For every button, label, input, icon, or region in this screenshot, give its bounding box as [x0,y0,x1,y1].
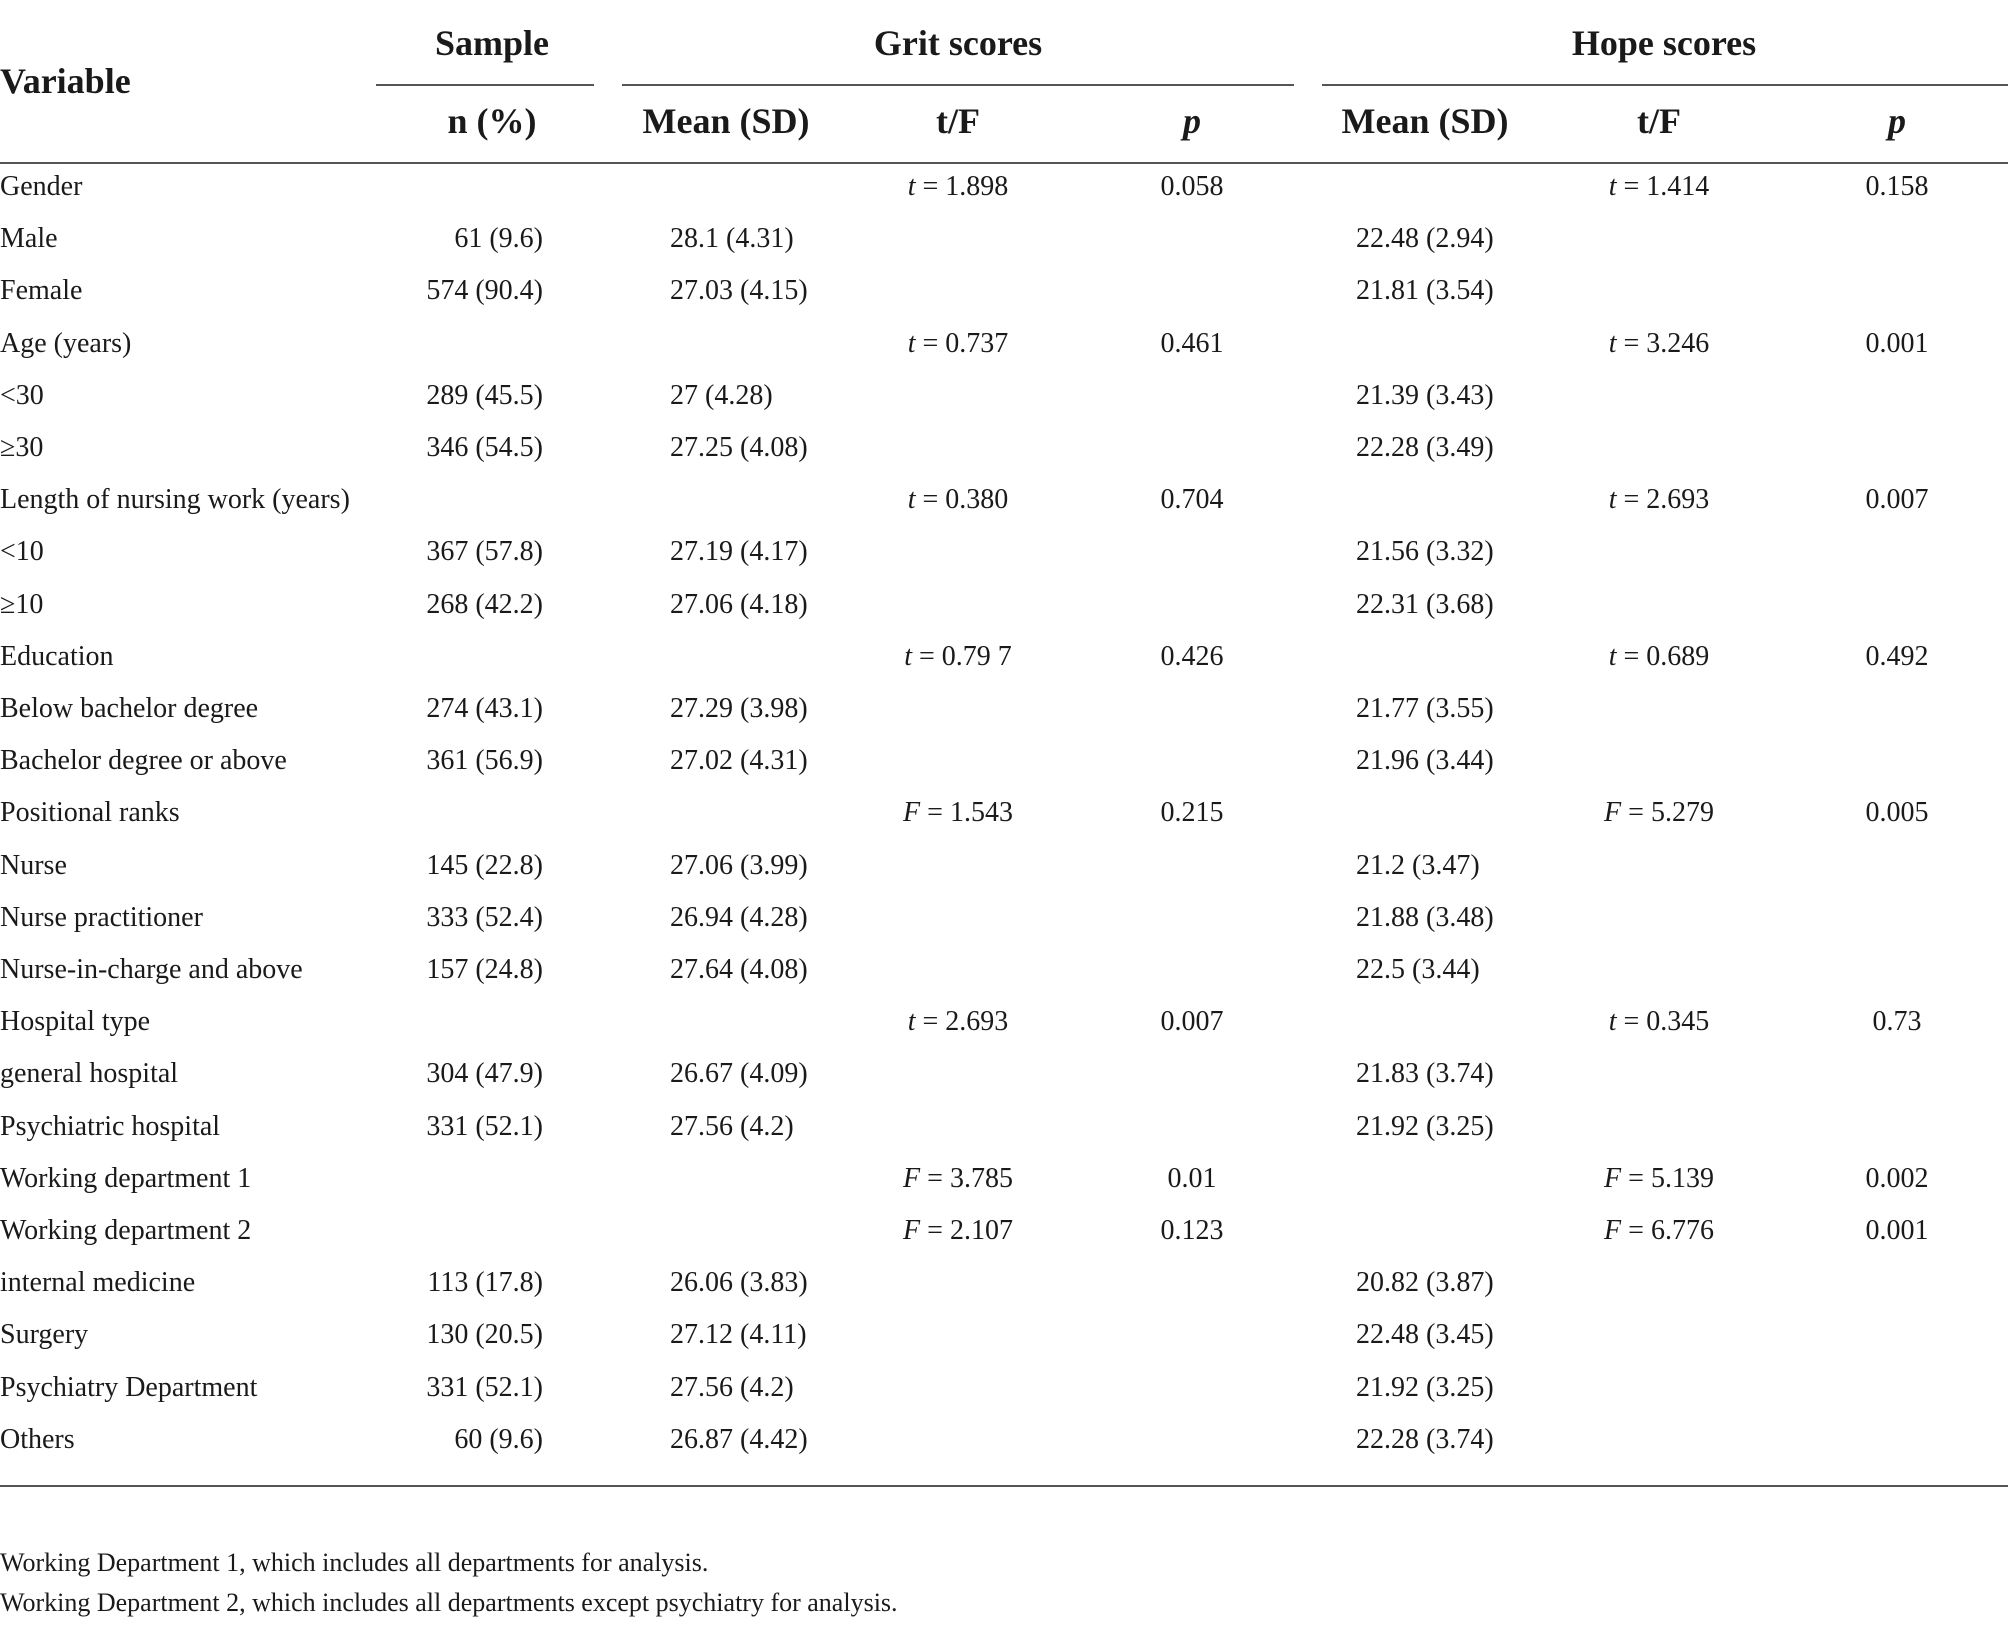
cell-sample-n: 145 (22.8) [426,850,543,881]
cell-hope-p: 0.158 [1865,171,1929,202]
cell-grit-p: 0.007 [1160,1006,1224,1037]
stat-symbol: t [1608,171,1617,202]
cell-variable: Nurse-in-charge and above [0,954,303,985]
stat-value: = 1.543 [920,797,1013,828]
stat-symbol: t [904,641,912,672]
cell-grit-mean: 27.06 (3.99) [670,850,808,881]
cell-grit-p: 0.704 [1160,484,1224,515]
cell-hope-p: 0.492 [1865,641,1929,672]
grit-group-rule [622,84,1294,86]
cell-grit-mean: 27.64 (4.08) [670,954,808,985]
cell-hope-mean: 22.48 (2.94) [1356,223,1494,254]
header-n-percent: n (%) [447,101,537,141]
cell-variable: Education [0,641,114,672]
stat-value: = 0.737 [915,328,1009,359]
cell-variable: Length of nursing work (years) [0,484,350,515]
cell-hope-mean: 21.39 (3.43) [1356,380,1494,411]
cell-grit-tf [908,327,1009,361]
stat-symbol: F [903,1163,921,1194]
cell-sample-n: 268 (42.2) [426,589,543,620]
stat-symbol: t [907,171,916,202]
stat-value: = 0.79 7 [911,641,1012,672]
stat-value: = 3.785 [920,1163,1013,1194]
cell-grit-mean: 26.06 (3.83) [670,1267,808,1298]
cell-hope-tf [1604,1162,1714,1196]
stat-symbol: t [1608,641,1617,672]
cell-grit-mean: 27.02 (4.31) [670,745,808,776]
header-grit-scores: Grit scores [873,23,1043,63]
cell-sample-n: 130 (20.5) [426,1319,543,1350]
cell-grit-p: 0.058 [1160,171,1224,202]
stat-value: = 2.693 [915,1006,1009,1037]
cell-sample-n: 304 (47.9) [426,1058,543,1089]
cell-hope-mean: 21.56 (3.32) [1356,536,1494,567]
stat-value: = 0.345 [1616,1006,1710,1037]
stat-value: = 0.380 [915,484,1009,515]
cell-sample-n: 331 (52.1) [426,1111,543,1142]
cell-variable: Male [0,223,58,254]
cell-variable: Nurse [0,850,67,881]
stat-symbol: F [1604,1163,1622,1194]
stat-symbol: F [903,797,921,828]
cell-grit-tf [903,1214,1013,1248]
cell-variable: Psychiatric hospital [0,1111,221,1142]
cell-hope-mean: 22.5 (3.44) [1356,954,1480,985]
cell-hope-p: 0.73 [1872,1006,1922,1037]
cell-grit-mean: 26.67 (4.09) [670,1058,808,1089]
stat-value: = 2.107 [920,1215,1013,1246]
cell-sample-n: 367 (57.8) [426,536,543,567]
stat-value: = 6.776 [1621,1215,1714,1246]
cell-variable: Age (years) [0,328,132,359]
cell-hope-p: 0.002 [1865,1163,1929,1194]
cell-hope-tf [1604,1214,1714,1248]
cell-grit-mean: 27.03 (4.15) [670,275,808,306]
header-grit-tf: t/F [936,101,980,141]
cell-grit-mean: 27.56 (4.2) [670,1372,794,1403]
cell-variable: Bachelor degree or above [0,745,287,776]
cell-hope-mean: 21.92 (3.25) [1356,1111,1494,1142]
header-sample: Sample [434,23,550,63]
cell-grit-mean: 27.25 (4.08) [670,432,808,463]
cell-sample-n: 113 (17.8) [427,1267,543,1298]
header-hope-p: p [1888,101,1906,141]
cell-grit-p: 0.123 [1160,1215,1224,1246]
cell-hope-mean: 22.28 (3.49) [1356,432,1494,463]
cell-variable: Nurse practitioner [0,902,203,933]
stat-symbol: F [1604,797,1622,828]
cell-sample-n: 61 (9.6) [454,223,543,254]
cell-variable: Female [0,275,83,306]
header-hope-tf: t/F [1637,101,1681,141]
cell-grit-p: 0.461 [1160,328,1224,359]
cell-hope-p: 0.001 [1865,328,1929,359]
cell-variable: Others [0,1424,75,1455]
stat-value: = 1.898 [915,171,1009,202]
cell-variable: Gender [0,171,83,202]
cell-sample-n: 60 (9.6) [454,1424,543,1455]
cell-grit-mean: 27.06 (4.18) [670,589,808,620]
cell-grit-tf [908,170,1009,204]
cell-grit-mean: 26.94 (4.28) [670,902,808,933]
cell-hope-tf [1609,640,1710,674]
stat-symbol: t [907,1006,916,1037]
header-grit-p: p [1183,101,1201,141]
cell-variable: Below bachelor degree [0,693,259,724]
cell-hope-mean: 22.48 (3.45) [1356,1319,1494,1350]
cell-variable: Positional ranks [0,797,180,828]
cell-grit-tf [903,1162,1013,1196]
footnote-2: Working Department 2, which includes all departments except psychiatry for analysis. [0,1588,898,1617]
cell-variable: Working department 1 [0,1163,252,1194]
cell-sample-n: 157 (24.8) [426,954,543,985]
cell-sample-n: 289 (45.5) [426,380,543,411]
cell-hope-mean: 21.88 (3.48) [1356,902,1494,933]
cell-grit-p: 0.426 [1160,641,1224,672]
cell-grit-tf [903,796,1013,830]
stat-value: = 5.139 [1621,1163,1714,1194]
cell-hope-mean: 22.31 (3.68) [1356,589,1494,620]
cell-variable: Surgery [0,1319,89,1350]
stat-symbol: F [903,1215,921,1246]
stat-value: = 5.279 [1621,797,1714,828]
stat-value: = 1.414 [1616,171,1710,202]
cell-hope-mean: 21.96 (3.44) [1356,745,1494,776]
header-variable: Variable [0,61,131,101]
stat-symbol: t [907,328,916,359]
cell-sample-n: 274 (43.1) [426,693,543,724]
header-grit-mean-sd: Mean (SD) [642,101,810,141]
cell-sample-n: 333 (52.4) [426,902,543,933]
cell-hope-mean: 21.77 (3.55) [1356,693,1494,724]
cell-grit-p: 0.01 [1167,1163,1217,1194]
hope-group-rule [1322,84,2008,86]
cell-variable: general hospital [0,1058,179,1089]
stat-value: = 2.693 [1616,484,1710,515]
cell-sample-n: 331 (52.1) [426,1372,543,1403]
footnote-1: Working Department 1, which includes all departments for analysis. [0,1548,709,1577]
cell-hope-tf [1609,483,1710,517]
table-bottom-rule [0,1485,2008,1487]
cell-grit-mean: 27 (4.28) [670,380,773,411]
cell-sample-n: 574 (90.4) [426,275,543,306]
cell-grit-tf [908,1005,1009,1039]
cell-variable: Working department 2 [0,1215,252,1246]
cell-hope-tf [1609,170,1710,204]
cell-hope-tf [1604,796,1714,830]
cell-hope-mean: 22.28 (3.74) [1356,1424,1494,1455]
stat-symbol: t [907,484,916,515]
cell-hope-mean: 21.92 (3.25) [1356,1372,1494,1403]
cell-hope-tf [1609,327,1710,361]
cell-variable: ≥30 [0,432,44,463]
cell-grit-tf [908,483,1009,517]
cell-hope-mean: 21.2 (3.47) [1356,850,1480,881]
stat-symbol: t [1608,484,1617,515]
sample-group-rule [376,84,594,86]
cell-variable: ≥10 [0,589,44,620]
cell-hope-mean: 21.83 (3.74) [1356,1058,1494,1089]
header-bottom-rule [0,162,2008,164]
cell-hope-mean: 20.82 (3.87) [1356,1267,1494,1298]
cell-sample-n: 346 (54.5) [426,432,543,463]
cell-hope-mean: 21.81 (3.54) [1356,275,1494,306]
cell-hope-p: 0.005 [1865,797,1929,828]
header-hope-scores: Hope scores [1571,23,1757,63]
cell-grit-mean: 26.87 (4.42) [670,1424,808,1455]
cell-variable: internal medicine [0,1267,196,1298]
stat-symbol: t [1608,328,1617,359]
cell-grit-mean: 27.19 (4.17) [670,536,808,567]
cell-hope-tf [1609,1005,1710,1039]
stat-symbol: F [1604,1215,1622,1246]
cell-grit-mean: 27.29 (3.98) [670,693,808,724]
cell-grit-mean: 27.12 (4.11) [670,1319,807,1350]
cell-variable: Hospital type [0,1006,151,1037]
cell-grit-tf [904,640,1012,674]
cell-variable: Psychiatry Department [0,1372,258,1403]
cell-sample-n: 361 (56.9) [426,745,543,776]
cell-grit-mean: 27.56 (4.2) [670,1111,794,1142]
cell-hope-p: 0.007 [1865,484,1929,515]
cell-hope-p: 0.001 [1865,1215,1929,1246]
header-hope-mean-sd: Mean (SD) [1341,101,1509,141]
cell-grit-p: 0.215 [1160,797,1224,828]
cell-variable: <10 [0,536,44,567]
cell-grit-mean: 28.1 (4.31) [670,223,794,254]
stat-value: = 0.689 [1616,641,1710,672]
stat-symbol: t [1608,1006,1617,1037]
cell-variable: <30 [0,380,44,411]
stat-value: = 3.246 [1616,328,1710,359]
